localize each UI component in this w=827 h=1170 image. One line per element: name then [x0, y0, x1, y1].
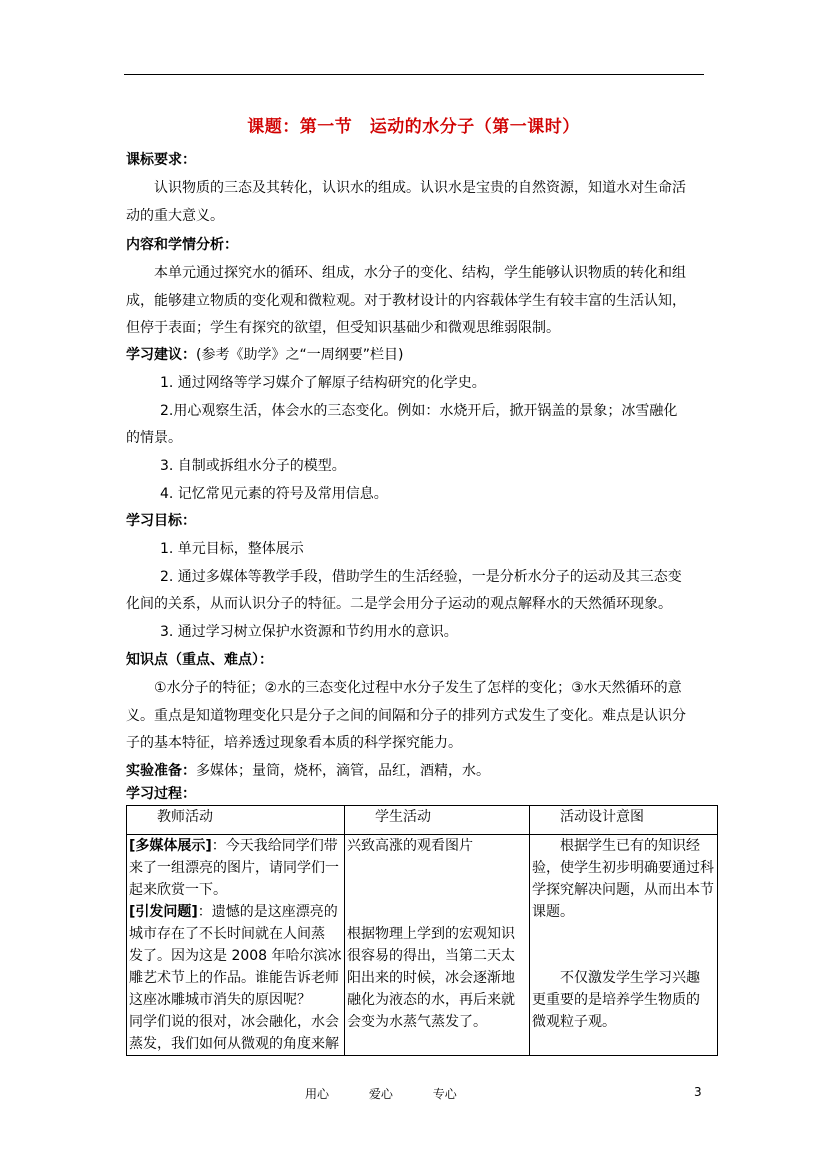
jianyi-row: [126, 345, 403, 365]
shiyan-row: [126, 761, 490, 781]
intent-line: 验，使学生初步明确要通过科: [532, 860, 714, 876]
teacher-line: 雕艺术节上的作品。谁能告诉老师: [129, 970, 339, 986]
table-row: [127, 835, 718, 1056]
jianyi-item: 4. 记忆常见元素的符号及常用信息。: [160, 486, 388, 502]
intent-line: 更重要的是培养学生物质的: [532, 992, 700, 1008]
jianyi-item: 1. 通过网络等学习媒介了解原子结构研究的化学史。: [160, 375, 486, 391]
teacher-tag: [多媒体展示]: [129, 838, 212, 854]
spacer: [347, 857, 527, 923]
process-table: [126, 805, 718, 1056]
student-line: 融化为液态的水，再后来就: [347, 992, 515, 1008]
intent-line: 微观粒子观。: [532, 1014, 616, 1030]
teacher-cell: [127, 835, 345, 1056]
student-line: 兴致高涨的观看图片: [347, 838, 473, 854]
intent-cell: [530, 835, 718, 1056]
footer-motto: [305, 1085, 493, 1102]
teacher-line: [129, 901, 342, 923]
mubiao-item: 1. 单元目标，整体展示: [160, 541, 304, 557]
student-line: 会变为水蒸气蒸发了。: [347, 1014, 487, 1030]
shiyan-text: 多媒体；量筒，烧杯，滴管，品红，酒精，水。: [196, 763, 490, 779]
jianyi-heading: 学习建议：: [126, 347, 196, 363]
intent-line: 课题。: [532, 904, 574, 920]
neirong-line: 本单元通过探究水的循环、组成，水分子的变化、结构，学生能够认识物质的转化和组: [154, 265, 686, 281]
spacer: [532, 923, 715, 967]
neirong-line: 成，能够建立物质的变化观和微粒观。对于教材设计的内容载体学生有较丰富的生活认知，: [126, 293, 686, 309]
intent-line: 学探究解决问题，从而出本节: [532, 882, 714, 898]
teacher-tag: [引发问题]: [129, 904, 198, 920]
teacher-line: 起来欣赏一下。: [129, 882, 227, 898]
teacher-line: 这座冰雕城市消失的原因呢？: [129, 992, 311, 1008]
jianyi-item: 2.用心观察生活，体会水的三态变化。例如：水烧开后，掀开锅盖的景象；冰雪融化: [160, 403, 678, 419]
header-rule: [124, 74, 704, 75]
mubiao-item: 2. 通过多媒体等教学手段，借助学生的生活经验，一是分析水分子的运动及其三态变: [160, 569, 682, 585]
student-line: 根据物理上学到的宏观知识: [347, 926, 515, 942]
teacher-line: 城市存在了不长时间就在人间蒸: [129, 926, 325, 942]
jianyi-item: 3. 自制或拆组水分子的模型。: [160, 458, 346, 474]
zhishi-heading: 知识点（重点、难点）：: [126, 652, 273, 668]
page-title: 课题：第一节 运动的水分子（第一课时）: [247, 117, 580, 137]
table-header-cell: [530, 806, 718, 835]
kebiao-line: 动的重大意义。: [126, 208, 224, 224]
zhishi-line: 子的基本特征，培养透过现象看本质的科学探究能力。: [126, 735, 462, 751]
teacher-line: 同学们说的很对，冰会融化，水会: [129, 1014, 339, 1030]
student-line: 很容易的得出，当第二天太: [347, 948, 515, 964]
header-student: 学生活动: [375, 809, 431, 825]
kebiao-line: 认识物质的三态及其转化，认识水的组成。认识水是宝贵的自然资源，知道水对生命活: [154, 180, 686, 196]
student-line: 阳出来的时候，冰会逐渐地: [347, 970, 515, 986]
header-teacher: 教师活动: [157, 809, 213, 825]
jianyi-item: 的情景。: [126, 430, 182, 446]
teacher-line: 来了一组漂亮的图片，请同学们一: [129, 860, 339, 876]
header-intent: 活动设计意图: [560, 809, 644, 825]
neirong-heading: 内容和学情分析：: [126, 237, 238, 253]
kebiao-heading: 课标要求：: [126, 152, 196, 168]
mubiao-heading: 学习目标：: [126, 513, 196, 529]
guocheng-heading: 学习过程：: [126, 786, 196, 802]
footer-item: 爱心: [368, 1087, 393, 1101]
teacher-line: [129, 835, 342, 857]
footer-item: 专心: [432, 1087, 457, 1101]
shiyan-heading: 实验准备：: [126, 763, 196, 779]
teacher-text: ：遗憾的是这座漂亮的: [197, 904, 338, 920]
footer-item: 用心: [305, 1087, 330, 1101]
jianyi-note: (参考《助学》之“一周纲要”栏目): [196, 347, 404, 363]
zhishi-line: ①水分子的特征；②水的三态变化过程中水分子发生了怎样的变化；③水天然循环的意: [154, 680, 682, 696]
table-header-row: [127, 806, 718, 835]
intent-line: 不仅激发学生学习兴趣: [532, 970, 700, 986]
page-number: 3: [694, 1085, 702, 1099]
teacher-text: ：今天我给同学们带: [211, 838, 338, 854]
intent-line: 根据学生已有的知识经: [532, 838, 700, 854]
table-header-cell: [345, 806, 530, 835]
student-cell: [345, 835, 530, 1056]
neirong-line: 但停于表面；学生有探究的欲望，但受知识基础少和微观思维弱限制。: [126, 320, 560, 336]
mubiao-item: 3. 通过学习树立保护水资源和节约用水的意识。: [160, 624, 458, 640]
teacher-line: 蒸发，我们如何从微观的角度来解: [129, 1036, 339, 1052]
mubiao-item: 化间的关系，从而认识分子的特征。二是学会用分子运动的观点解释水的天然循环现象。: [126, 596, 672, 612]
table-header-cell: [127, 806, 345, 835]
teacher-line: 发了。因为这是 2008 年哈尔滨冰: [129, 948, 342, 964]
zhishi-line: 义。重点是知道物理变化只是分子之间的间隔和分子的排列方式发生了变化。难点是认识分: [126, 708, 686, 724]
